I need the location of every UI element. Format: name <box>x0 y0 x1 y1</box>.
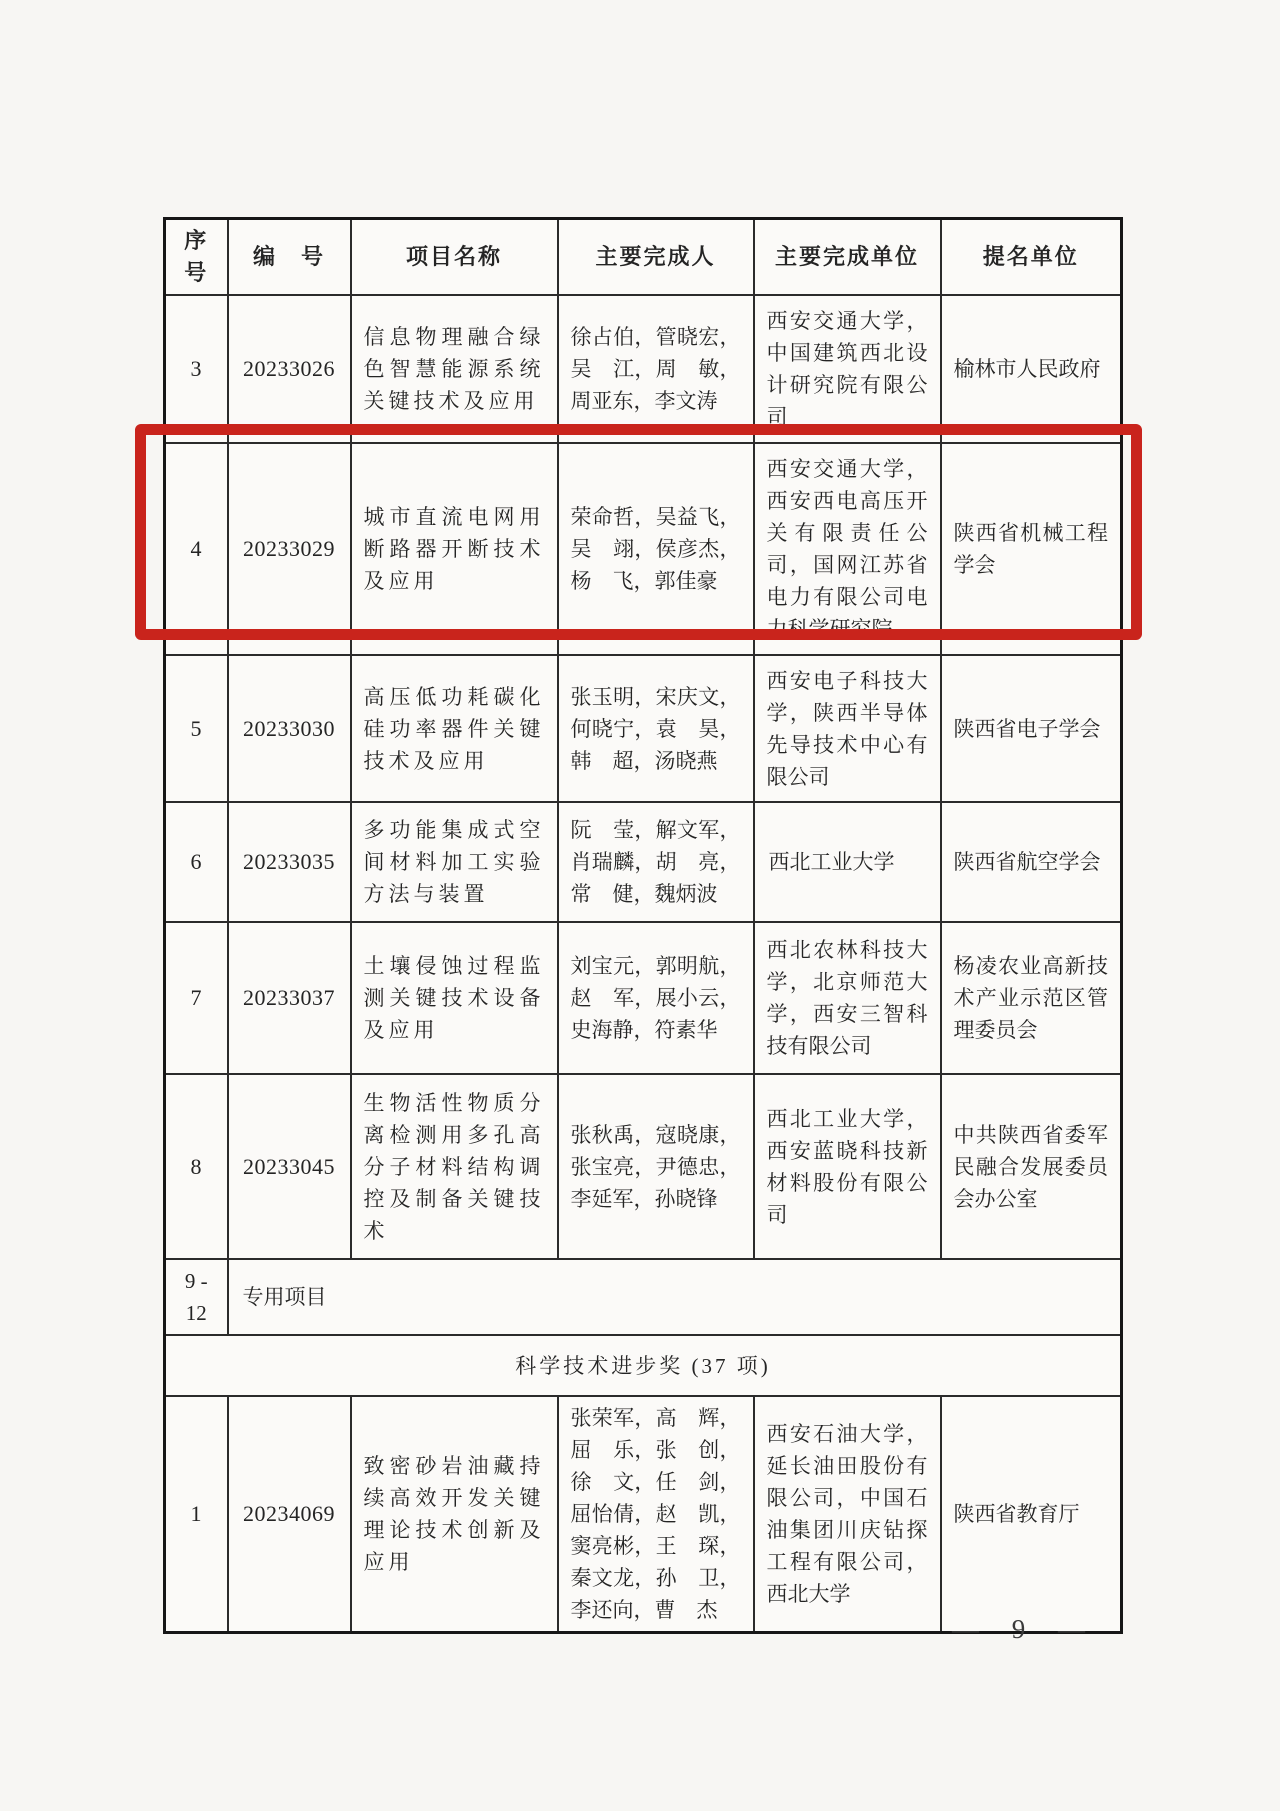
cell-project: 多功能集成式空间材料加工实验方法与装置 <box>351 802 558 922</box>
cell-nominator: 陕西省机械工程学会 <box>941 443 1122 655</box>
cell-code: 20233045 <box>228 1074 351 1259</box>
column-header-units: 主要完成单位 <box>754 219 941 296</box>
cell-serial: 3 <box>165 295 228 443</box>
cell-contributors: 刘宝元，郭明航，赵 军，展小云，史海静，符素华 <box>558 922 754 1074</box>
cell-code: 20233029 <box>228 443 351 655</box>
cell-code: 20233026 <box>228 295 351 443</box>
cell-units: 西北工业大学，西安蓝晓科技新材料股份有限公司 <box>754 1074 941 1259</box>
column-header-project: 项目名称 <box>351 219 558 296</box>
column-header-code: 编 号 <box>228 219 351 296</box>
cell-code: 20233030 <box>228 655 351 802</box>
cell-contributors: 张秋禹，寇晓康，张宝亮，尹德忠，李延军，孙晓锋 <box>558 1074 754 1259</box>
cell-units: 西安交通大学，西安西电高压开关有限责任公司，国网江苏省电力有限公司电力科学研究院 <box>754 443 941 655</box>
column-header-nominator: 提名单位 <box>941 219 1122 296</box>
cell-contributors: 徐占伯，管晓宏，吴 江，周 敏，周亚东，李文涛 <box>558 295 754 443</box>
cell-serial: 7 <box>165 922 228 1074</box>
cell-serial-range: 9 - 12 <box>165 1259 228 1335</box>
cell-project: 高压低功耗碳化硅功率器件关键技术及应用 <box>351 655 558 802</box>
cell-project: 城市直流电网用断路器开断技术及应用 <box>351 443 558 655</box>
column-header-contributors: 主要完成人 <box>558 219 754 296</box>
cell-project: 土壤侵蚀过程监测关键技术设备及应用 <box>351 922 558 1074</box>
award-table <box>163 217 1123 1634</box>
cell-project: 信息物理融合绿色智慧能源系统关键技术及应用 <box>351 295 558 443</box>
cell-nominator: 陕西省航空学会 <box>941 802 1122 922</box>
table-row <box>165 802 1122 922</box>
cell-units: 西北农林科技大学，北京师范大学，西安三智科技有限公司 <box>754 922 941 1074</box>
cell-project: 生物活性物质分离检测用多孔高分子材料结构调控及制备关键技术 <box>351 1074 558 1259</box>
cell-units: 西安石油大学，延长油田股份有限公司，中国石油集团川庆钻探工程有限公司，西北大学 <box>754 1396 941 1633</box>
cell-section-title: 科学技术进步奖 (37 项) <box>165 1335 1122 1396</box>
cell-nominator: 陕西省电子学会 <box>941 655 1122 802</box>
cell-nominator: 陕西省教育厅 <box>941 1396 1122 1633</box>
cell-code: 20234069 <box>228 1396 351 1633</box>
cell-contributors: 荣命哲，吴益飞，吴 翊，侯彦杰，杨 飞，郭佳豪 <box>558 443 754 655</box>
table-row-highlighted <box>165 443 1122 655</box>
table-row <box>165 295 1122 443</box>
cell-nominator: 杨凌农业高新技术产业示范区管理委员会 <box>941 922 1122 1074</box>
cell-contributors: 阮 莹，解文军，肖瑞麟，胡 亮，常 健，魏炳波 <box>558 802 754 922</box>
cell-special-label: 专用项目 <box>228 1259 1122 1335</box>
table-row <box>165 1396 1122 1633</box>
cell-nominator: 榆林市人民政府 <box>941 295 1122 443</box>
table-row <box>165 655 1122 802</box>
cell-serial: 8 <box>165 1074 228 1259</box>
cell-units: 西安电子科技大学，陕西半导体先导技术中心有限公司 <box>754 655 941 802</box>
cell-units: 西安交通大学，中国建筑西北设计研究院有限公司 <box>754 295 941 443</box>
cell-serial: 6 <box>165 802 228 922</box>
page-number: — 9 — <box>952 1614 1085 1644</box>
table-row-special-projects <box>165 1259 1122 1335</box>
cell-serial: 4 <box>165 443 228 655</box>
cell-units: 西北工业大学 <box>754 802 941 922</box>
cell-serial: 5 <box>165 655 228 802</box>
table-row-section-title <box>165 1335 1122 1396</box>
cell-serial: 1 <box>165 1396 228 1633</box>
cell-nominator: 中共陕西省委军民融合发展委员会办公室 <box>941 1074 1122 1259</box>
table-header-row <box>165 219 1122 296</box>
table-row <box>165 922 1122 1074</box>
column-header-serial: 序号 <box>165 219 228 296</box>
cell-code: 20233037 <box>228 922 351 1074</box>
cell-code: 20233035 <box>228 802 351 922</box>
cell-project: 致密砂岩油藏持续高效开发关键理论技术创新及应用 <box>351 1396 558 1633</box>
cell-contributors: 张玉明，宋庆文，何晓宁，袁 昊，韩 超，汤晓燕 <box>558 655 754 802</box>
table-row <box>165 1074 1122 1259</box>
cell-contributors: 张荣军，高 辉，屈 乐，张 创，徐 文，任 剑，屈怡倩，赵 凯，窦亮彬，王 琛，秦文龙，孙 卫，李还向，曹 杰 <box>558 1396 754 1633</box>
